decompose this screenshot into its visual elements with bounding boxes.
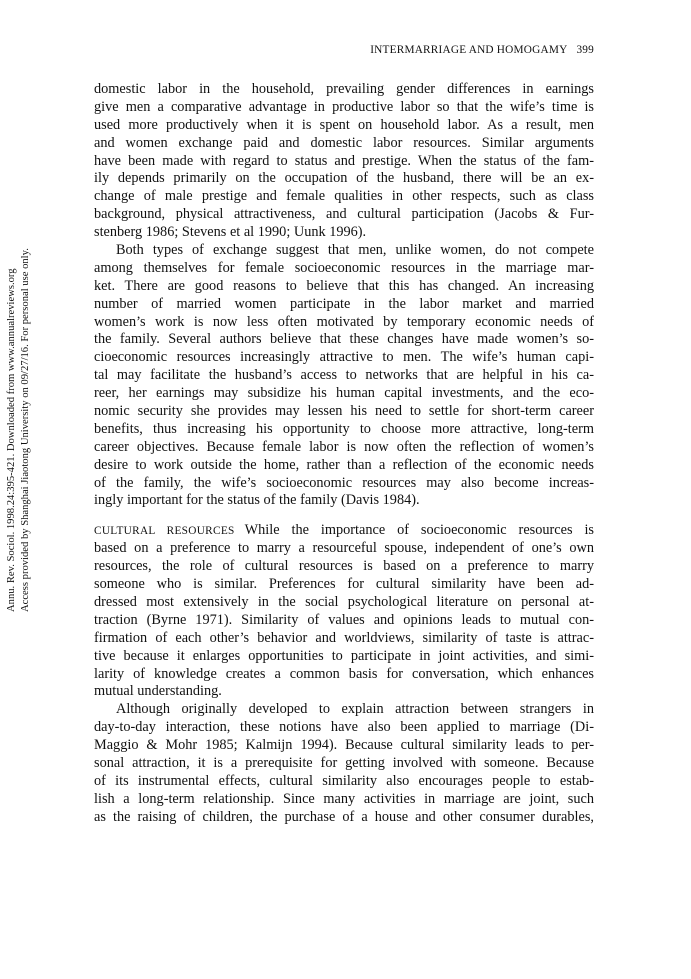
text-line: ket. There are good reasons to believe that this has changed. An increasing [94, 277, 594, 294]
text-line: based on a preference to marry a resourceful spouse, independent of one’s own [94, 540, 594, 557]
text-line: used more productively when it is spent on household labor. As a result, men [94, 116, 594, 133]
text-line: Maggio & Mohr 1985; Kalmijn 1994). Because cultural similarity leads to per- [94, 737, 594, 754]
text-line: resources, the role of cultural resources is based on a preference to marry [94, 558, 594, 575]
text-line: dressed most extensively in the social psychological literature on personal at- [94, 593, 594, 610]
section-lead-text: While the importance of socioeconomic resources is [244, 522, 594, 539]
text-line: and women exchange paid and domestic labor resources. Similar arguments [94, 134, 594, 151]
text-line: mutual understanding. [94, 683, 222, 700]
text-line [94, 522, 594, 540]
text-line: number of married women participate in the labor market and married [94, 295, 594, 312]
access-notice-line-2: Access provided by Shanghai Jiaotong University on 09/27/16. For personal use only. [19, 248, 31, 612]
page-number: 399 [576, 44, 594, 56]
text-line: background, physical attractiveness, and cultural participation (Jacobs & Fur- [94, 206, 594, 223]
running-head [94, 44, 594, 56]
text-line: tive because it enlarges opportunities to participate in joint activities, and simi- [94, 647, 594, 664]
text-line: women’s work is now less often motivated by temporary economic needs of [94, 313, 594, 330]
text-line: sonal attraction, it is a prerequisite for getting involved with someone. Because [94, 754, 594, 771]
text-line: benefits, thus increasing his opportunity to choose more attractive, long-term [94, 420, 594, 437]
text-line: change of male prestige and female qualities in other respects, such as class [94, 188, 594, 205]
text-line: traction (Byrne 1971). Similarity of values and opinions leads to mutual con- [94, 611, 594, 628]
text-line: the family. Several authors believe that these changes have made women’s so- [94, 331, 594, 348]
text-line: domestic labor in the household, prevailing gender differences in earnings [94, 81, 594, 97]
text-line: of its instrumental effects, cultural similarity also encourages people to estab- [94, 772, 594, 789]
paragraph-4 [94, 701, 594, 826]
section-heading: CULTURAL RESOURCES [94, 525, 235, 538]
running-title: INTERMARRIAGE AND HOMOGAMY [370, 44, 568, 56]
text-line: reer, her earnings may subsidize his human capital investments, and the eco- [94, 385, 594, 402]
text-line: cioeconomic resources increasingly attractive to men. The wife’s human capi- [94, 349, 594, 366]
text-line: day-to-day interaction, these notions have also been applied to marriage (Di- [94, 719, 594, 736]
text-line: career objectives. Because female labor is now often the reflection of women’s [94, 438, 594, 455]
text-line: lish a long-term relationship. Since many activities in marriage are joint, such [94, 790, 594, 807]
text-line: of the family, the wife’s socioeconomic resources may also become increas- [94, 474, 594, 491]
text-line: as the raising of children, the purchase of a house and other consumer durables, [94, 808, 594, 825]
article-body [94, 81, 594, 827]
text-line: nomic security she provides may lessen his need to settle for short-term career [94, 403, 594, 420]
text-line: stenberg 1986; Stevens et al 1990; Uunk 1996). [94, 224, 367, 241]
text-line: Although originally developed to explain attraction between strangers in [116, 701, 594, 718]
text-line: ingly important for the status of the family (Davis 1984). [94, 492, 420, 509]
access-notice [5, 248, 32, 612]
paragraph-1 [94, 81, 594, 242]
access-notice-line-1: Annu. Rev. Sociol. 1998.24:395-421. Downloaded from www.annualreviews.org [6, 268, 17, 612]
text-line: firmation of each other’s behavior and worldviews, similarity of taste is attrac- [94, 629, 594, 646]
text-line: desire to work outside the home, rather than a reflection of the economic needs [94, 456, 594, 473]
paragraph-3 [94, 522, 594, 701]
text-line: have been made with regard to status and prestige. When the status of the fam- [94, 152, 594, 169]
text-line: among themselves for female socioeconomic resources in the marriage mar- [94, 259, 594, 276]
text-line: larity of knowledge creates a common basis for conversation, which enhances [94, 665, 594, 682]
text-line: give men a comparative advantage in productive labor so that the wife’s time is [94, 98, 594, 115]
text-line: tal may facilitate the husband’s access to networks that are helpful in his ca- [94, 367, 594, 384]
text-line: ily depends primarily on the occupation of the husband, there will be an ex- [94, 170, 594, 187]
paragraph-2 [94, 242, 594, 510]
text-line: Both types of exchange suggest that men, unlike women, do not compete [116, 242, 594, 259]
text-line: someone who is similar. Preferences for cultural similarity have been ad- [94, 576, 594, 593]
